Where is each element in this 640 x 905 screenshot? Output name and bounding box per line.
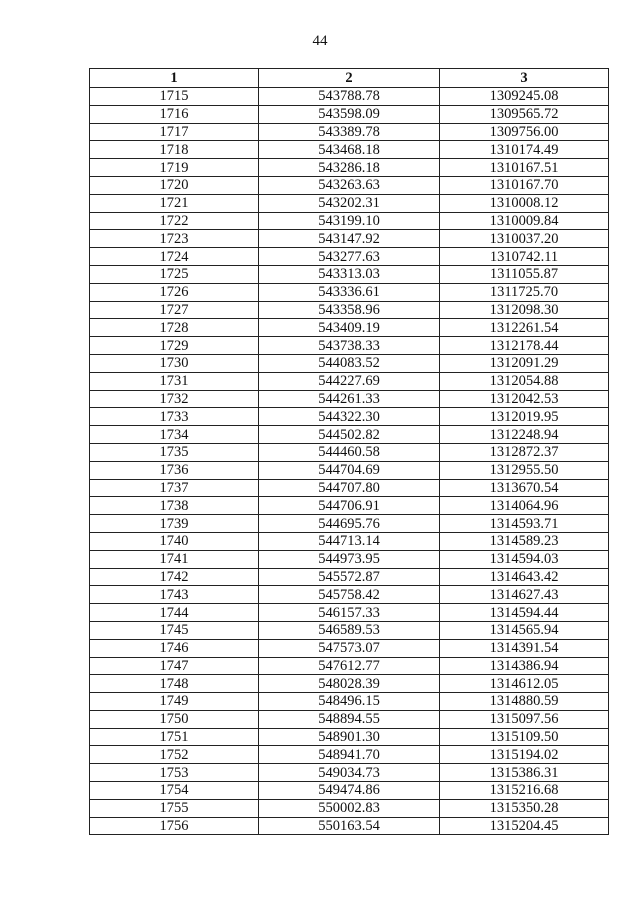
coordinates-table: [89, 68, 609, 835]
y-coordinate-cell: 1312019.95: [440, 408, 609, 426]
column-header-1: 1: [90, 69, 259, 88]
table-row: [90, 354, 609, 372]
y-coordinate-cell: 1310167.70: [440, 176, 609, 194]
x-coordinate-cell: 543598.09: [259, 105, 440, 123]
table-row: [90, 817, 609, 835]
x-coordinate-cell: 548894.55: [259, 710, 440, 728]
point-number-cell: 1737: [90, 479, 259, 497]
y-coordinate-cell: 1314627.43: [440, 586, 609, 604]
table-row: [90, 194, 609, 212]
x-coordinate-cell: 544083.52: [259, 354, 440, 372]
table-row: [90, 123, 609, 141]
x-coordinate-cell: 543336.61: [259, 283, 440, 301]
point-number-cell: 1751: [90, 728, 259, 746]
point-number-cell: 1730: [90, 354, 259, 372]
y-coordinate-cell: 1311055.87: [440, 265, 609, 283]
point-number-cell: 1715: [90, 88, 259, 106]
x-coordinate-cell: 544460.58: [259, 443, 440, 461]
point-number-cell: 1754: [90, 782, 259, 800]
x-coordinate-cell: 543358.96: [259, 301, 440, 319]
y-coordinate-cell: 1314589.23: [440, 532, 609, 550]
table-row: [90, 675, 609, 693]
point-number-cell: 1745: [90, 621, 259, 639]
point-number-cell: 1739: [90, 515, 259, 533]
table-row: [90, 212, 609, 230]
point-number-cell: 1727: [90, 301, 259, 319]
point-number-cell: 1723: [90, 230, 259, 248]
y-coordinate-cell: 1309756.00: [440, 123, 609, 141]
point-number-cell: 1747: [90, 657, 259, 675]
x-coordinate-cell: 543788.78: [259, 88, 440, 106]
y-coordinate-cell: 1311725.70: [440, 283, 609, 301]
y-coordinate-cell: 1315350.28: [440, 799, 609, 817]
point-number-cell: 1726: [90, 283, 259, 301]
point-number-cell: 1733: [90, 408, 259, 426]
y-coordinate-cell: 1309565.72: [440, 105, 609, 123]
x-coordinate-cell: 543738.33: [259, 337, 440, 355]
x-coordinate-cell: 543313.03: [259, 265, 440, 283]
table-row: [90, 319, 609, 337]
point-number-cell: 1755: [90, 799, 259, 817]
point-number-cell: 1717: [90, 123, 259, 141]
table-row: [90, 390, 609, 408]
table-row: [90, 159, 609, 177]
table-row: [90, 479, 609, 497]
y-coordinate-cell: 1312098.30: [440, 301, 609, 319]
table-row: [90, 710, 609, 728]
point-number-cell: 1749: [90, 693, 259, 711]
y-coordinate-cell: 1312178.44: [440, 337, 609, 355]
x-coordinate-cell: 543277.63: [259, 248, 440, 266]
y-coordinate-cell: 1312091.29: [440, 354, 609, 372]
x-coordinate-cell: 547612.77: [259, 657, 440, 675]
x-coordinate-cell: 543286.18: [259, 159, 440, 177]
x-coordinate-cell: 543202.31: [259, 194, 440, 212]
table-row: [90, 693, 609, 711]
x-coordinate-cell: 549474.86: [259, 782, 440, 800]
y-coordinate-cell: 1314612.05: [440, 675, 609, 693]
x-coordinate-cell: 550163.54: [259, 817, 440, 835]
y-coordinate-cell: 1313670.54: [440, 479, 609, 497]
x-coordinate-cell: 548901.30: [259, 728, 440, 746]
x-coordinate-cell: 543409.19: [259, 319, 440, 337]
y-coordinate-cell: 1310167.51: [440, 159, 609, 177]
x-coordinate-cell: 544502.82: [259, 426, 440, 444]
table-row: [90, 248, 609, 266]
y-coordinate-cell: 1312872.37: [440, 443, 609, 461]
table-row: [90, 301, 609, 319]
table-row: [90, 728, 609, 746]
point-number-cell: 1738: [90, 497, 259, 515]
y-coordinate-cell: 1310037.20: [440, 230, 609, 248]
y-coordinate-cell: 1315109.50: [440, 728, 609, 746]
y-coordinate-cell: 1315216.68: [440, 782, 609, 800]
point-number-cell: 1719: [90, 159, 259, 177]
table-row: [90, 372, 609, 390]
x-coordinate-cell: 544704.69: [259, 461, 440, 479]
y-coordinate-cell: 1309245.08: [440, 88, 609, 106]
point-number-cell: 1734: [90, 426, 259, 444]
point-number-cell: 1748: [90, 675, 259, 693]
point-number-cell: 1725: [90, 265, 259, 283]
table-row: [90, 230, 609, 248]
point-number-cell: 1736: [90, 461, 259, 479]
table-row: [90, 141, 609, 159]
table-row: [90, 604, 609, 622]
y-coordinate-cell: 1310174.49: [440, 141, 609, 159]
y-coordinate-cell: 1314064.96: [440, 497, 609, 515]
table-row: [90, 88, 609, 106]
table-row: [90, 515, 609, 533]
x-coordinate-cell: 544695.76: [259, 515, 440, 533]
x-coordinate-cell: 544261.33: [259, 390, 440, 408]
y-coordinate-cell: 1312248.94: [440, 426, 609, 444]
point-number-cell: 1731: [90, 372, 259, 390]
table-row: [90, 657, 609, 675]
x-coordinate-cell: 545758.42: [259, 586, 440, 604]
y-coordinate-cell: 1315386.31: [440, 764, 609, 782]
y-coordinate-cell: 1312042.53: [440, 390, 609, 408]
point-number-cell: 1735: [90, 443, 259, 461]
point-number-cell: 1724: [90, 248, 259, 266]
table-row: [90, 782, 609, 800]
y-coordinate-cell: 1310742.11: [440, 248, 609, 266]
table-row: [90, 497, 609, 515]
table-row: [90, 408, 609, 426]
x-coordinate-cell: 543389.78: [259, 123, 440, 141]
y-coordinate-cell: 1314565.94: [440, 621, 609, 639]
point-number-cell: 1721: [90, 194, 259, 212]
point-number-cell: 1732: [90, 390, 259, 408]
x-coordinate-cell: 543147.92: [259, 230, 440, 248]
point-number-cell: 1744: [90, 604, 259, 622]
x-coordinate-cell: 544706.91: [259, 497, 440, 515]
point-number-cell: 1746: [90, 639, 259, 657]
table-row: [90, 764, 609, 782]
x-coordinate-cell: 544227.69: [259, 372, 440, 390]
point-number-cell: 1742: [90, 568, 259, 586]
y-coordinate-cell: 1312054.88: [440, 372, 609, 390]
point-number-cell: 1740: [90, 532, 259, 550]
point-number-cell: 1743: [90, 586, 259, 604]
x-coordinate-cell: 543263.63: [259, 176, 440, 194]
point-number-cell: 1728: [90, 319, 259, 337]
y-coordinate-cell: 1314386.94: [440, 657, 609, 675]
column-header-2: 2: [259, 69, 440, 88]
table-row: [90, 265, 609, 283]
x-coordinate-cell: 548496.15: [259, 693, 440, 711]
point-number-cell: 1720: [90, 176, 259, 194]
x-coordinate-cell: 544322.30: [259, 408, 440, 426]
y-coordinate-cell: 1314594.03: [440, 550, 609, 568]
y-coordinate-cell: 1312261.54: [440, 319, 609, 337]
y-coordinate-cell: 1314391.54: [440, 639, 609, 657]
table-row: [90, 532, 609, 550]
table-row: [90, 105, 609, 123]
y-coordinate-cell: 1314593.71: [440, 515, 609, 533]
x-coordinate-cell: 543468.18: [259, 141, 440, 159]
point-number-cell: 1750: [90, 710, 259, 728]
point-number-cell: 1722: [90, 212, 259, 230]
table-row: [90, 461, 609, 479]
table-row: [90, 799, 609, 817]
y-coordinate-cell: 1315194.02: [440, 746, 609, 764]
y-coordinate-cell: 1315097.56: [440, 710, 609, 728]
table-row: [90, 426, 609, 444]
table-row: [90, 746, 609, 764]
page-number: 44: [312, 33, 328, 49]
table-header-row: [90, 69, 609, 88]
table-row: [90, 337, 609, 355]
y-coordinate-cell: 1312955.50: [440, 461, 609, 479]
x-coordinate-cell: 548028.39: [259, 675, 440, 693]
x-coordinate-cell: 550002.83: [259, 799, 440, 817]
x-coordinate-cell: 543199.10: [259, 212, 440, 230]
table-row: [90, 550, 609, 568]
point-number-cell: 1752: [90, 746, 259, 764]
table-row: [90, 639, 609, 657]
y-coordinate-cell: 1314594.44: [440, 604, 609, 622]
table-row: [90, 443, 609, 461]
y-coordinate-cell: 1310009.84: [440, 212, 609, 230]
point-number-cell: 1718: [90, 141, 259, 159]
y-coordinate-cell: 1310008.12: [440, 194, 609, 212]
y-coordinate-cell: 1314880.59: [440, 693, 609, 711]
point-number-cell: 1753: [90, 764, 259, 782]
x-coordinate-cell: 548941.70: [259, 746, 440, 764]
table-row: [90, 621, 609, 639]
x-coordinate-cell: 549034.73: [259, 764, 440, 782]
x-coordinate-cell: 546589.53: [259, 621, 440, 639]
x-coordinate-cell: 544973.95: [259, 550, 440, 568]
point-number-cell: 1729: [90, 337, 259, 355]
point-number-cell: 1756: [90, 817, 259, 835]
x-coordinate-cell: 544713.14: [259, 532, 440, 550]
table-row: [90, 176, 609, 194]
table-row: [90, 283, 609, 301]
point-number-cell: 1741: [90, 550, 259, 568]
column-header-3: 3: [440, 69, 609, 88]
x-coordinate-cell: 546157.33: [259, 604, 440, 622]
table-row: [90, 586, 609, 604]
point-number-cell: 1716: [90, 105, 259, 123]
y-coordinate-cell: 1314643.42: [440, 568, 609, 586]
x-coordinate-cell: 545572.87: [259, 568, 440, 586]
x-coordinate-cell: 547573.07: [259, 639, 440, 657]
table-row: [90, 568, 609, 586]
x-coordinate-cell: 544707.80: [259, 479, 440, 497]
table-body: [90, 88, 609, 835]
y-coordinate-cell: 1315204.45: [440, 817, 609, 835]
